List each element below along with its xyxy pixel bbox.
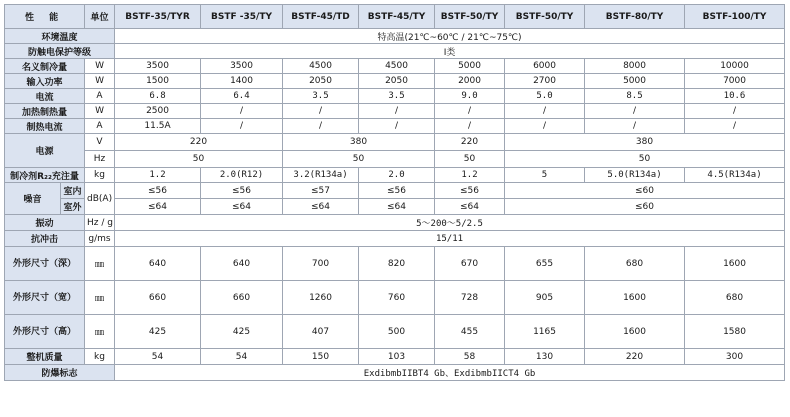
row-current bbox=[5, 89, 785, 104]
current-value: 5.0 bbox=[505, 89, 585, 104]
refrigerant-label: 制冷剂R₂₂充注量 bbox=[5, 168, 85, 183]
refrigerant-value: 2.0(R12) bbox=[201, 168, 283, 183]
current-value: 6.8 bbox=[115, 89, 201, 104]
row-heating bbox=[5, 104, 785, 119]
current-unit: A bbox=[85, 89, 115, 104]
height-value: 407 bbox=[283, 315, 359, 349]
height-value: 425 bbox=[201, 315, 283, 349]
model-header: BSTF -35/TY bbox=[201, 5, 283, 29]
shock-class-value: I类 bbox=[115, 44, 785, 59]
heating-label: 加热制热量 bbox=[5, 104, 85, 119]
cooling-value: 3500 bbox=[201, 59, 283, 74]
depth-value: 820 bbox=[359, 247, 435, 281]
refrigerant-value: 3.2(R134a) bbox=[283, 168, 359, 183]
weight-value: 220 bbox=[585, 349, 685, 365]
cooling-unit: W bbox=[85, 59, 115, 74]
input-power-value: 5000 bbox=[585, 74, 685, 89]
model-header: BSTF-45/TD bbox=[283, 5, 359, 29]
width-value: 660 bbox=[115, 281, 201, 315]
depth-value: 700 bbox=[283, 247, 359, 281]
width-value: 728 bbox=[435, 281, 505, 315]
explosion-label: 防爆标志 bbox=[5, 365, 115, 381]
power-voltage-value: 380 bbox=[505, 134, 785, 151]
env-temp-label: 环境温度 bbox=[5, 29, 115, 44]
row-impact bbox=[5, 231, 785, 247]
power-freq-value: 50 bbox=[505, 151, 785, 168]
noise-outdoor-value: ≤64 bbox=[283, 199, 359, 215]
header-row bbox=[5, 5, 785, 29]
power-voltage-value: 220 bbox=[435, 134, 505, 151]
depth-value: 670 bbox=[435, 247, 505, 281]
refrigerant-value: 4.5(R134a) bbox=[685, 168, 785, 183]
model-header: BSTF-45/TY bbox=[359, 5, 435, 29]
heating-value: / bbox=[685, 104, 785, 119]
current-value: 6.4 bbox=[201, 89, 283, 104]
noise-outdoor-value: ≤64 bbox=[201, 199, 283, 215]
height-value: 1165 bbox=[505, 315, 585, 349]
model-header: BSTF-80/TY bbox=[585, 5, 685, 29]
height-value: 455 bbox=[435, 315, 505, 349]
refrigerant-unit: kg bbox=[85, 168, 115, 183]
weight-value: 300 bbox=[685, 349, 785, 365]
vibration-value: 5～200～5/2.5 bbox=[115, 215, 785, 231]
width-unit: ㎜ bbox=[85, 281, 115, 315]
weight-value: 54 bbox=[201, 349, 283, 365]
row-env-temp bbox=[5, 29, 785, 44]
width-value: 1600 bbox=[585, 281, 685, 315]
power-voltage-value: 220 bbox=[115, 134, 283, 151]
refrigerant-value: 5 bbox=[505, 168, 585, 183]
input-power-label: 输入功率 bbox=[5, 74, 85, 89]
heating-current-value: / bbox=[685, 119, 785, 134]
width-value: 760 bbox=[359, 281, 435, 315]
height-label: 外形尺寸（高） bbox=[5, 315, 85, 349]
row-noise-outdoor bbox=[5, 199, 785, 215]
row-width bbox=[5, 281, 785, 315]
row-vibration bbox=[5, 215, 785, 231]
height-value: 1600 bbox=[585, 315, 685, 349]
cooling-value: 5000 bbox=[435, 59, 505, 74]
cooling-value: 8000 bbox=[585, 59, 685, 74]
current-value: 3.5 bbox=[359, 89, 435, 104]
height-value: 500 bbox=[359, 315, 435, 349]
row-weight bbox=[5, 349, 785, 365]
vibration-label: 振动 bbox=[5, 215, 85, 231]
vibration-unit: Hz / g bbox=[85, 215, 115, 231]
noise-indoor-value: ≤56 bbox=[359, 183, 435, 199]
heating-current-value: / bbox=[201, 119, 283, 134]
noise-indoor-value: ≤56 bbox=[115, 183, 201, 199]
env-temp-value: 特高温(21℃~60℃ / 21℃~75℃) bbox=[115, 29, 785, 44]
row-refrigerant bbox=[5, 168, 785, 183]
heating-unit: W bbox=[85, 104, 115, 119]
noise-outdoor-value: ≤64 bbox=[115, 199, 201, 215]
heating-value: / bbox=[505, 104, 585, 119]
refrigerant-value: 5.0(R134a) bbox=[585, 168, 685, 183]
spec-table-container bbox=[4, 4, 785, 381]
impact-label: 抗冲击 bbox=[5, 231, 85, 247]
row-power-freq bbox=[5, 151, 785, 168]
depth-unit: ㎜ bbox=[85, 247, 115, 281]
power-freq-value: 50 bbox=[283, 151, 435, 168]
width-value: 1260 bbox=[283, 281, 359, 315]
height-value: 1580 bbox=[685, 315, 785, 349]
impact-unit: g/ms bbox=[85, 231, 115, 247]
noise-outdoor-value: ≤64 bbox=[359, 199, 435, 215]
cooling-value: 4500 bbox=[283, 59, 359, 74]
refrigerant-value: 1.2 bbox=[435, 168, 505, 183]
power-freq-value: 50 bbox=[435, 151, 505, 168]
explosion-value: ExdibmbIIBT4 Gb、ExdibmbIICT4 Gb bbox=[115, 365, 785, 381]
row-explosion bbox=[5, 365, 785, 381]
weight-unit: kg bbox=[85, 349, 115, 365]
model-header: BSTF-50/TY bbox=[435, 5, 505, 29]
depth-value: 655 bbox=[505, 247, 585, 281]
noise-indoor-value: ≤56 bbox=[435, 183, 505, 199]
noise-label: 噪音 bbox=[5, 183, 61, 215]
impact-value: 15/11 bbox=[115, 231, 785, 247]
depth-label: 外形尺寸（深） bbox=[5, 247, 85, 281]
width-value: 680 bbox=[685, 281, 785, 315]
cooling-value: 6000 bbox=[505, 59, 585, 74]
current-value: 10.6 bbox=[685, 89, 785, 104]
noise-unit: dB(A) bbox=[85, 183, 115, 215]
model-header: BSTF-50/TY bbox=[505, 5, 585, 29]
heating-current-value: / bbox=[283, 119, 359, 134]
heating-current-label: 制热电流 bbox=[5, 119, 85, 134]
depth-value: 640 bbox=[201, 247, 283, 281]
width-label: 外形尺寸（宽） bbox=[5, 281, 85, 315]
heating-current-value: / bbox=[585, 119, 685, 134]
width-value: 905 bbox=[505, 281, 585, 315]
weight-value: 54 bbox=[115, 349, 201, 365]
input-power-value: 1400 bbox=[201, 74, 283, 89]
heating-value: 2500 bbox=[115, 104, 201, 119]
weight-value: 150 bbox=[283, 349, 359, 365]
current-value: 9.0 bbox=[435, 89, 505, 104]
heating-value: / bbox=[359, 104, 435, 119]
noise-outdoor-label: 室外 bbox=[61, 199, 85, 215]
noise-indoor-label: 室内 bbox=[61, 183, 85, 199]
shock-class-label: 防触电保护等级 bbox=[5, 44, 115, 59]
weight-value: 130 bbox=[505, 349, 585, 365]
cooling-value: 4500 bbox=[359, 59, 435, 74]
refrigerant-value: 2.0 bbox=[359, 168, 435, 183]
power-freq-value: 50 bbox=[115, 151, 283, 168]
input-power-value: 2050 bbox=[359, 74, 435, 89]
heating-value: / bbox=[585, 104, 685, 119]
height-value: 425 bbox=[115, 315, 201, 349]
noise-outdoor-value: ≤60 bbox=[505, 199, 785, 215]
row-cooling bbox=[5, 59, 785, 74]
heating-current-value: 11.5A bbox=[115, 119, 201, 134]
noise-indoor-value: ≤57 bbox=[283, 183, 359, 199]
input-power-value: 7000 bbox=[685, 74, 785, 89]
heating-value: / bbox=[283, 104, 359, 119]
input-power-value: 2050 bbox=[283, 74, 359, 89]
depth-value: 640 bbox=[115, 247, 201, 281]
weight-value: 103 bbox=[359, 349, 435, 365]
heating-current-value: / bbox=[505, 119, 585, 134]
row-input-power bbox=[5, 74, 785, 89]
heating-current-value: / bbox=[435, 119, 505, 134]
heating-current-unit: A bbox=[85, 119, 115, 134]
model-header: BSTF-100/TY bbox=[685, 5, 785, 29]
noise-outdoor-value: ≤64 bbox=[435, 199, 505, 215]
power-voltage-value: 380 bbox=[283, 134, 435, 151]
input-power-value: 1500 bbox=[115, 74, 201, 89]
cooling-value: 3500 bbox=[115, 59, 201, 74]
noise-indoor-value: ≤56 bbox=[201, 183, 283, 199]
weight-label: 整机质量 bbox=[5, 349, 85, 365]
header-unit: 单位 bbox=[85, 5, 115, 29]
row-height bbox=[5, 315, 785, 349]
input-power-unit: W bbox=[85, 74, 115, 89]
power-voltage-unit: V bbox=[85, 134, 115, 151]
noise-indoor-value: ≤60 bbox=[505, 183, 785, 199]
heating-value: / bbox=[201, 104, 283, 119]
row-depth bbox=[5, 247, 785, 281]
current-label: 电流 bbox=[5, 89, 85, 104]
model-header: BSTF-35/TYR bbox=[115, 5, 201, 29]
row-heating-current bbox=[5, 119, 785, 134]
cooling-value: 10000 bbox=[685, 59, 785, 74]
heating-current-value: / bbox=[359, 119, 435, 134]
input-power-value: 2700 bbox=[505, 74, 585, 89]
row-noise-indoor bbox=[5, 183, 785, 199]
depth-value: 1600 bbox=[685, 247, 785, 281]
row-shock-class bbox=[5, 44, 785, 59]
cooling-label: 名义制冷量 bbox=[5, 59, 85, 74]
current-value: 8.5 bbox=[585, 89, 685, 104]
weight-value: 58 bbox=[435, 349, 505, 365]
current-value: 3.5 bbox=[283, 89, 359, 104]
refrigerant-value: 1.2 bbox=[115, 168, 201, 183]
height-unit: ㎜ bbox=[85, 315, 115, 349]
width-value: 660 bbox=[201, 281, 283, 315]
header-title: 性 能 bbox=[5, 5, 85, 29]
row-power-voltage bbox=[5, 134, 785, 151]
input-power-value: 2000 bbox=[435, 74, 505, 89]
power-label: 电源 bbox=[5, 134, 85, 168]
power-freq-unit: Hz bbox=[85, 151, 115, 168]
depth-value: 680 bbox=[585, 247, 685, 281]
spec-table bbox=[4, 4, 785, 381]
heating-value: / bbox=[435, 104, 505, 119]
